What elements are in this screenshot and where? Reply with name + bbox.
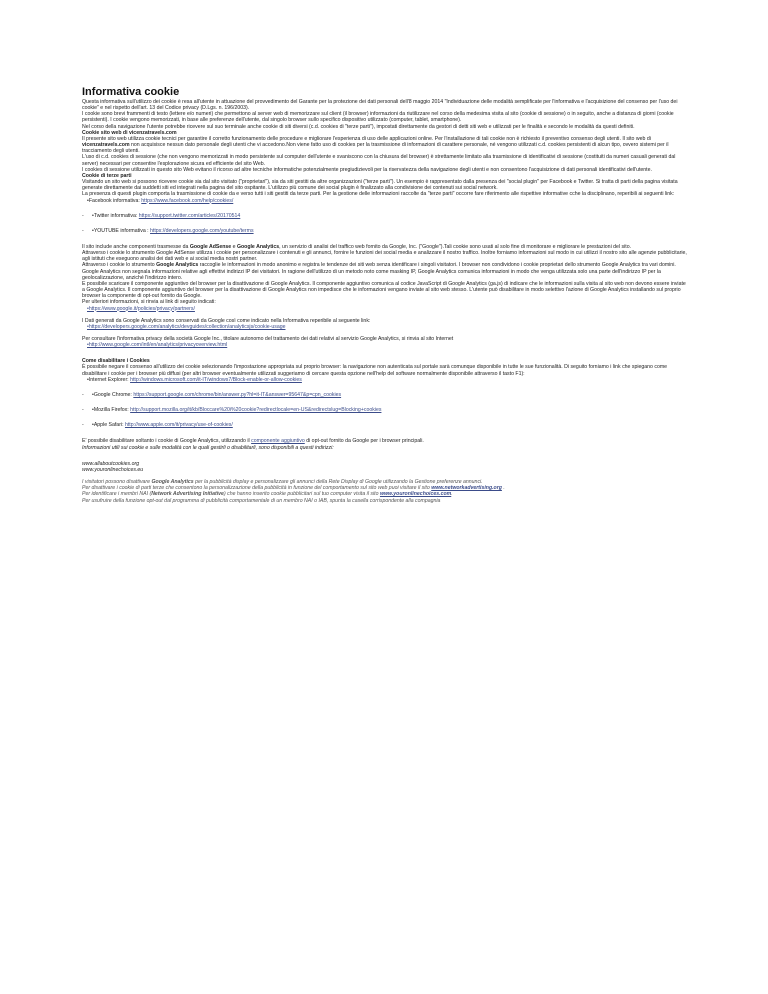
- disable-cookies-paragraph-2: E' possibile disabilitare soltanto i cookie di Google Analytics, utilizzando il componente aggiuntivo di opt-out fornito da Google per i browser principali.: [82, 438, 424, 445]
- cookie-usage-item: [82, 324, 688, 330]
- analytics-paragraph-3: Attraverso i cookie lo strumento Google Analytics raccoglie le informazioni in modo anonimo e registra le tendenze dei siti web senza identificare i singoli visitatori. I browser non condividono i cookie proprietari dello strumento Google Analytics tra vari domini. Google Analytics non segnala informazioni relative agli effettivi indirizzi IP dei visitatori. In ragione dell'utilizzo di un metodo noto come masking IP, Google Analytics comunica informazioni in modo che venga utilizzata solo una parte dell'indirizzo IP per la geolocalizzazione, anziché l'indirizzo intero.: [82, 262, 676, 281]
- analytics-paragraph-1: Il sito include anche componenti trasmesse da Google AdSense e Google Analytics, un servizio di analisi del traffico web fornito da Google, Inc. ("Google").Tali cookie sono usati al solo fine di monitorare e migliorare le prestazioni del sito.: [82, 243, 632, 250]
- analytics-paragraph-7: Per consultare l'informativa privacy della società Google Inc., titolare autonomo del trattamento dei dati relativi al servizio Google Analytics, si rinvia al sito Internet: [82, 336, 454, 342]
- disable-cookies-heading: Come disabilitare i Cookies: [82, 358, 150, 365]
- analytics-paragraph-2: Attraverso i cookie lo strumento Google AdSense utilizza i cookie per personalizzare i contenuti e gli annunci, fornire le funzioni dei social media e analizzare il nostro traffico. Inoltre forniamo informazioni sul modo in cui utilizzi il nostro sito alle agenzie pubblicitarie, agli istituti che eseguono analisi dei dati web e ai social media nostri partner.: [82, 250, 687, 263]
- privacy-overview-link[interactable]: •http://www.google.com/intl/en/analytics/privacyoverview.html: [87, 342, 228, 349]
- disable-cookies-paragraph-3: Informazioni utili sui cookie e sulle modalità con le quali gestirli o disabilitarli, sono disponibili a questi indirizzi:: [82, 444, 334, 451]
- partners-link[interactable]: •https://www.google.it/policies/privacy/partners/: [87, 305, 195, 312]
- twitter-policy-item: - •Twitter informativa: https://support.twitter.com/articles/20170514: [82, 212, 241, 219]
- privacy-overview-item: [82, 342, 688, 348]
- footer-line-4: Per usufruire della funzione opt-out dal programma di pubblicità comportamentale di un membro NAI o IAB, spunta la casella corrispondente alla compagnia: [82, 497, 441, 504]
- cookie-usage-link[interactable]: •https://developers.google.com/analytics/devguides/collection/analyticsjs/cookie-usage: [87, 323, 286, 330]
- youronlinechoices-site: www.youronlinechoices.eu: [82, 466, 144, 473]
- disable-cookies-paragraph-1: È possibile negare il consenso all'utilizzo dei cookie selezionando l'impostazione appropriata sul proprio browser: la navigazione non autenticata sul portale sarà comunque disponibile in tutte le sue funzionalità. Di seguito forniamo i link che spiegano come disabilitare i cookie per i browser più diffusi (per altri browser eventualmente utilizzati suggeriamo di cercare questa opzione nell'help del software normalmente disponibile attraverso il tasto F1):: [82, 364, 668, 377]
- networkadvertising-link[interactable]: www.networkadvertising.org: [431, 485, 502, 492]
- safari-item: - •Apple Safari: http://www.apple.com/it/privacy/use-of-cookies/: [82, 422, 233, 429]
- addon-link[interactable]: componente aggiuntivo: [251, 438, 305, 445]
- page-title: Informativa cookie: [82, 86, 180, 98]
- chrome-link[interactable]: https://support.google.com/chrome/bin/answer.py?hl=it-IT&answer=95647&p=cpn_cookies: [133, 391, 342, 398]
- third-party-heading: Cookie di terze parti: [82, 172, 132, 179]
- firefox-item: - •Mozilla Firefox: http://support.mozilla.org/it/kb/Bloccare%20i%20cookie?redirectlocale=en-US&redirectslug=Blocking+cookies: [82, 407, 382, 414]
- third-party-paragraph-1: Visitando un sito web si possono ricevere cookie sia dal sito visitato ("proprietari"), sia da siti gestiti da altre organizzazioni ("terze parti"). Un esempio è rappresentato dalla presenza dei "social plugin" per Facebook e Twitter. Si tratta di parti della pagina visitata generate direttamente dai suddetti siti ed integrati nella pagina del sito ospitante. L'utilizzo più comune dei social plugin è finalizzato alla condivisione dei contenuti sui social network.: [82, 179, 678, 192]
- intro-paragraph-2: I cookie sono brevi frammenti di testo (lettere e/o numeri) che permettono al server web di memorizzare sul client (il browser) informazioni da riutilizzare nel corso della medesima visita al sito (cookie di sessione) o in seguito, anche a distanza di giorni (cookie persistenti). I cookie vengono memorizzati, in base alle preferenze dell'utente, dal singolo browser sullo specifico dispositivo utilizzato (computer, tablet, smartphone).: [82, 111, 674, 124]
- cookie-policy-content: [82, 86, 688, 504]
- footer-line-2: Per disattivare i cookie di parti terze che consentono la personalizzazione della pubblicità in funzione del comportamento sul sito web puoi visitare il sito www.networkadvertising.org .: [82, 485, 505, 492]
- intro-paragraph-1: Questa informativa sull'utilizzo dei cookie è resa all'utente in attuazione del provvedimento del Garante per la protezione dei dati personali dell'8 maggio 2014 "Individuazione delle modalità semplificate per l'informativa e l'acquisizione del consenso per l'uso dei cookie" e nel rispetto dell'art. 13 del Codice privacy (D.Lgs. n. 196/2003).: [82, 99, 678, 112]
- facebook-policy-link[interactable]: https://www.facebook.com/help/cookies/: [141, 197, 234, 204]
- footer-line-1: I visitatori possono disattivare Google Analytics per la pubblicità display e personalizzare gli annunci della Rete Display di Google utilizzando la Gestione preferenze annunci.: [82, 479, 483, 486]
- twitter-policy-link[interactable]: https://support.twitter.com/articles/20170514: [138, 212, 241, 219]
- youronlinechoices-link[interactable]: www.youronlinechoices.com: [379, 491, 452, 498]
- allaboutcookies-site: www.allaboutcookies.org: [82, 460, 140, 467]
- safari-link[interactable]: http://www.apple.com/it/privacy/use-of-cookies/: [124, 422, 233, 429]
- partners-item: [82, 306, 688, 312]
- internet-explorer-link[interactable]: http://windows.microsoft.com/it-IT/windows7/Block-enable-or-allow-cookies: [130, 376, 302, 383]
- analytics-paragraph-4: E possibile scaricare il componente aggiuntivo del browser per la disattivazione di Google Analytics. Il componente aggiuntivo comunica al codice JavaScript di Google Analytics (ga.js) di indicare che le informazioni sulla visita al sito web non devono essere inviate a Google Analytics. Il componente aggiuntivo del browser per la disattivazione di Google Analytics non impedisce che le informazioni vengano inviate al sito web stesso. L'utente può disabilitare in modo selettivo l'azione di Google Analytics installando sul proprio browser la componente di opt-out fornito da Google.: [82, 280, 686, 300]
- site-cookie-paragraph-1: Il presente sito web utilizza cookie tecnici per garantire il corretto funzionamento delle procedure e migliorare l'esperienza di uso delle applicazioni online. Per l'installazione di tali cookie non è richiesto il preventivo consenso degli utenti. Il sito web di vicenzatravels.com non acquisisce nessun dato personale degli utenti che vi accedono.Non viene fatto uso di cookies per la trasmissione di informazioni di carattere personale, né vengono utilizzati c.d. cookies persistenti di alcun tipo, ovvero sistemi per il tracciamento degli utenti.: [82, 135, 669, 155]
- site-cookie-paragraph-3: I cookies di sessione utilizzati in questo sito Web evitano il ricorso ad altre tecniche informatiche potenzialmente pregiudizievoli per la riservatezza della navigazione degli utenti e non consentono l'acquisizione di dati personali identificativi dell'utente.: [82, 166, 652, 173]
- youtube-policy-link[interactable]: https://developers.google.com/youtube/terms: [150, 227, 254, 234]
- youtube-policy-item: - •YOUTUBE informativa : https://developers.google.com/youtube/terms: [82, 227, 254, 234]
- intro-paragraph-3: Nel corso della navigazione l'utente potrebbe ricevere sul suo terminale anche cookie di siti diversi (c.d. cookies di "terze parti"), impostati direttamente da gestori di detti siti web e utilizzati per le finalità e secondo le modalità da questi definiti.: [82, 123, 635, 130]
- internet-explorer-item: •Internet Explorer: http://windows.microsoft.com/it-IT/windows7/Block-enable-or-allow-cookies: [87, 376, 302, 383]
- chrome-item: - •Google Chrome: https://support.google.com/chrome/bin/answer.py?hl=it-IT&answer=95647&p=cpn_cookies: [82, 391, 342, 398]
- site-cookie-paragraph-2: L'uso di c.d. cookies di sessione (che non vengono memorizzati in modo persistente sul computer dell'utente e svaniscono con la chiusura del browser) è strettamente limitato alla trasmissione di identificativi di sessione (costituiti da numeri casuali generati dal server) necessari per consentire l'esplorazione sicura ed efficiente del sito Web.: [82, 154, 676, 167]
- facebook-policy-item: •Facebook informativa: https://www.facebook.com/help/cookies/: [87, 197, 234, 204]
- analytics-paragraph-5: Per ulteriori informazioni, si rinvia ai link di seguito indicati:: [82, 299, 216, 306]
- firefox-link[interactable]: http://support.mozilla.org/it/kb/Bloccare%20i%20cookie?redirectlocale=en-US&redirectslug=Blocking+cookies: [130, 407, 382, 414]
- third-party-paragraph-2: La presenza di questi plugin comporta la trasmissione di cookie da e verso tutti i siti gestiti da terze parti. Per la gestione delle informazioni raccolte da "terze parti" occorre fare riferimento alle rispettive informative cche la disciplinano, reperibili ai seguenti link:: [82, 191, 675, 198]
- footer-line-3: Per identificare i membri NAI (Network Advertising Initiative) che hanno inserito cookie pubblicitari sul tuo computer visita il sito www.youronlinechoices.com.: [82, 491, 453, 498]
- site-cookie-heading: Cookie sito web di vicenzatravels.com: [82, 129, 177, 136]
- analytics-paragraph-6: I Dati generati da Google Analytics sono conservati da Google così come indicato nella Informativa reperibile al seguente link:: [82, 317, 371, 324]
